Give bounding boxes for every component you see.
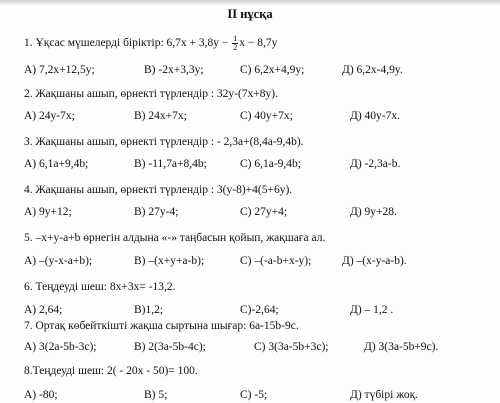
option-a[interactable]: А) 3(2a-5b-3c); bbox=[24, 341, 97, 353]
question-1 bbox=[24, 35, 277, 52]
fraction-denominator: 2 bbox=[233, 43, 238, 52]
option-d[interactable]: Д) түбірі жоқ. bbox=[350, 389, 419, 401]
option-b[interactable]: В) 27y-4; bbox=[134, 206, 179, 218]
option-a[interactable]: А) 7,2x+12,5y; bbox=[24, 64, 95, 76]
question-7-options bbox=[24, 340, 494, 354]
option-d[interactable]: Д) –(x-y-a-b). bbox=[342, 255, 407, 267]
option-c[interactable]: С) 40y+7x; bbox=[240, 110, 293, 122]
option-c[interactable]: С) 3(3a-5b+3c); bbox=[254, 341, 329, 353]
option-b[interactable]: В) –(x+y+a-b); bbox=[134, 255, 205, 267]
option-b[interactable]: В)1,2; bbox=[134, 304, 164, 316]
option-d[interactable]: Д) – 1,2 . bbox=[350, 304, 394, 316]
question-4-options bbox=[24, 205, 494, 219]
option-d[interactable]: Д) 3(3a-5b+9c). bbox=[364, 341, 439, 353]
question-2-options bbox=[24, 109, 494, 123]
question-5: 5. –x+y-a+b өрнегін алдына «-» таңбасын қойып, жақшаға ал. bbox=[24, 232, 326, 244]
option-c[interactable]: С) 6,1a-9,4b; bbox=[240, 158, 302, 170]
option-c[interactable]: С)-2,64; bbox=[240, 304, 279, 316]
question-7: 7. Ортақ көбейткішті жақша сыртына шығар: 6a-15b-9c. bbox=[24, 320, 299, 332]
option-a[interactable]: А) 2,64; bbox=[24, 304, 63, 316]
question-3: 3. Жақшаны ашып, өрнекті түрлендір : - 2,3a+(8,4a-9,4b). bbox=[24, 136, 304, 148]
fraction-numerator: 1 bbox=[233, 34, 238, 43]
option-a[interactable]: А) 6,1a+9,4b; bbox=[24, 158, 89, 170]
option-c[interactable]: С) -5; bbox=[240, 389, 268, 401]
option-a[interactable]: А) 24y-7x; bbox=[24, 110, 75, 122]
question-1-text-start: 1. Ұқсас мүшелерді біріктір: 6,7x + 3,8y − bbox=[24, 37, 232, 50]
option-a[interactable]: А) –(y-x-a+b); bbox=[24, 255, 93, 267]
option-b[interactable]: В) 24x+7x; bbox=[134, 110, 187, 122]
option-d[interactable]: Д) 40y-7x. bbox=[350, 110, 401, 122]
question-5-options bbox=[24, 254, 494, 268]
option-b[interactable]: В) 5; bbox=[144, 389, 168, 401]
option-d[interactable]: Д) -2,3a-b. bbox=[350, 158, 401, 170]
question-6: 6. Теңдеуді шеш: 8x+3x= -13,2. bbox=[24, 281, 176, 293]
question-6-options bbox=[24, 303, 494, 317]
option-b[interactable]: В) -11,7a+8,4b; bbox=[134, 158, 207, 170]
question-8-options bbox=[24, 388, 494, 402]
question-2: 2. Жақшаны ашып, өрнекті түрлендір : 32y-(7x+8y). bbox=[24, 88, 279, 100]
option-c[interactable]: С) 27y+4; bbox=[240, 206, 288, 218]
question-3-options bbox=[24, 157, 494, 171]
option-a[interactable]: А) 9y+12; bbox=[24, 206, 72, 218]
question-1-text-end: x − 8,7y bbox=[239, 37, 278, 50]
option-c[interactable]: С) –(-a-b+x-y); bbox=[240, 255, 312, 267]
page-top-edge bbox=[0, 0, 500, 6]
question-8: 8.Теңдеуді шеш: 2( - 20x - 50)= 100. bbox=[24, 365, 198, 377]
question-1-options bbox=[24, 63, 494, 77]
option-b[interactable]: В) 2(3a-5b-4c); bbox=[134, 341, 206, 353]
option-a[interactable]: А) -80; bbox=[24, 389, 58, 401]
option-d[interactable]: Д) 6,2x-4,9y. bbox=[342, 64, 403, 76]
question-4: 4. Жақшаны ашып, өрнекті түрлендір : 3(y-8)+4(5+6y). bbox=[24, 184, 293, 196]
variant-title: II нұсқа bbox=[227, 7, 273, 21]
option-d[interactable]: Д) 9y+28. bbox=[350, 206, 397, 218]
fraction-one-half bbox=[232, 35, 238, 52]
option-b[interactable]: В) -2x+3,3y; bbox=[144, 64, 204, 76]
option-c[interactable]: С) 6,2x+4,9y; bbox=[240, 64, 305, 76]
